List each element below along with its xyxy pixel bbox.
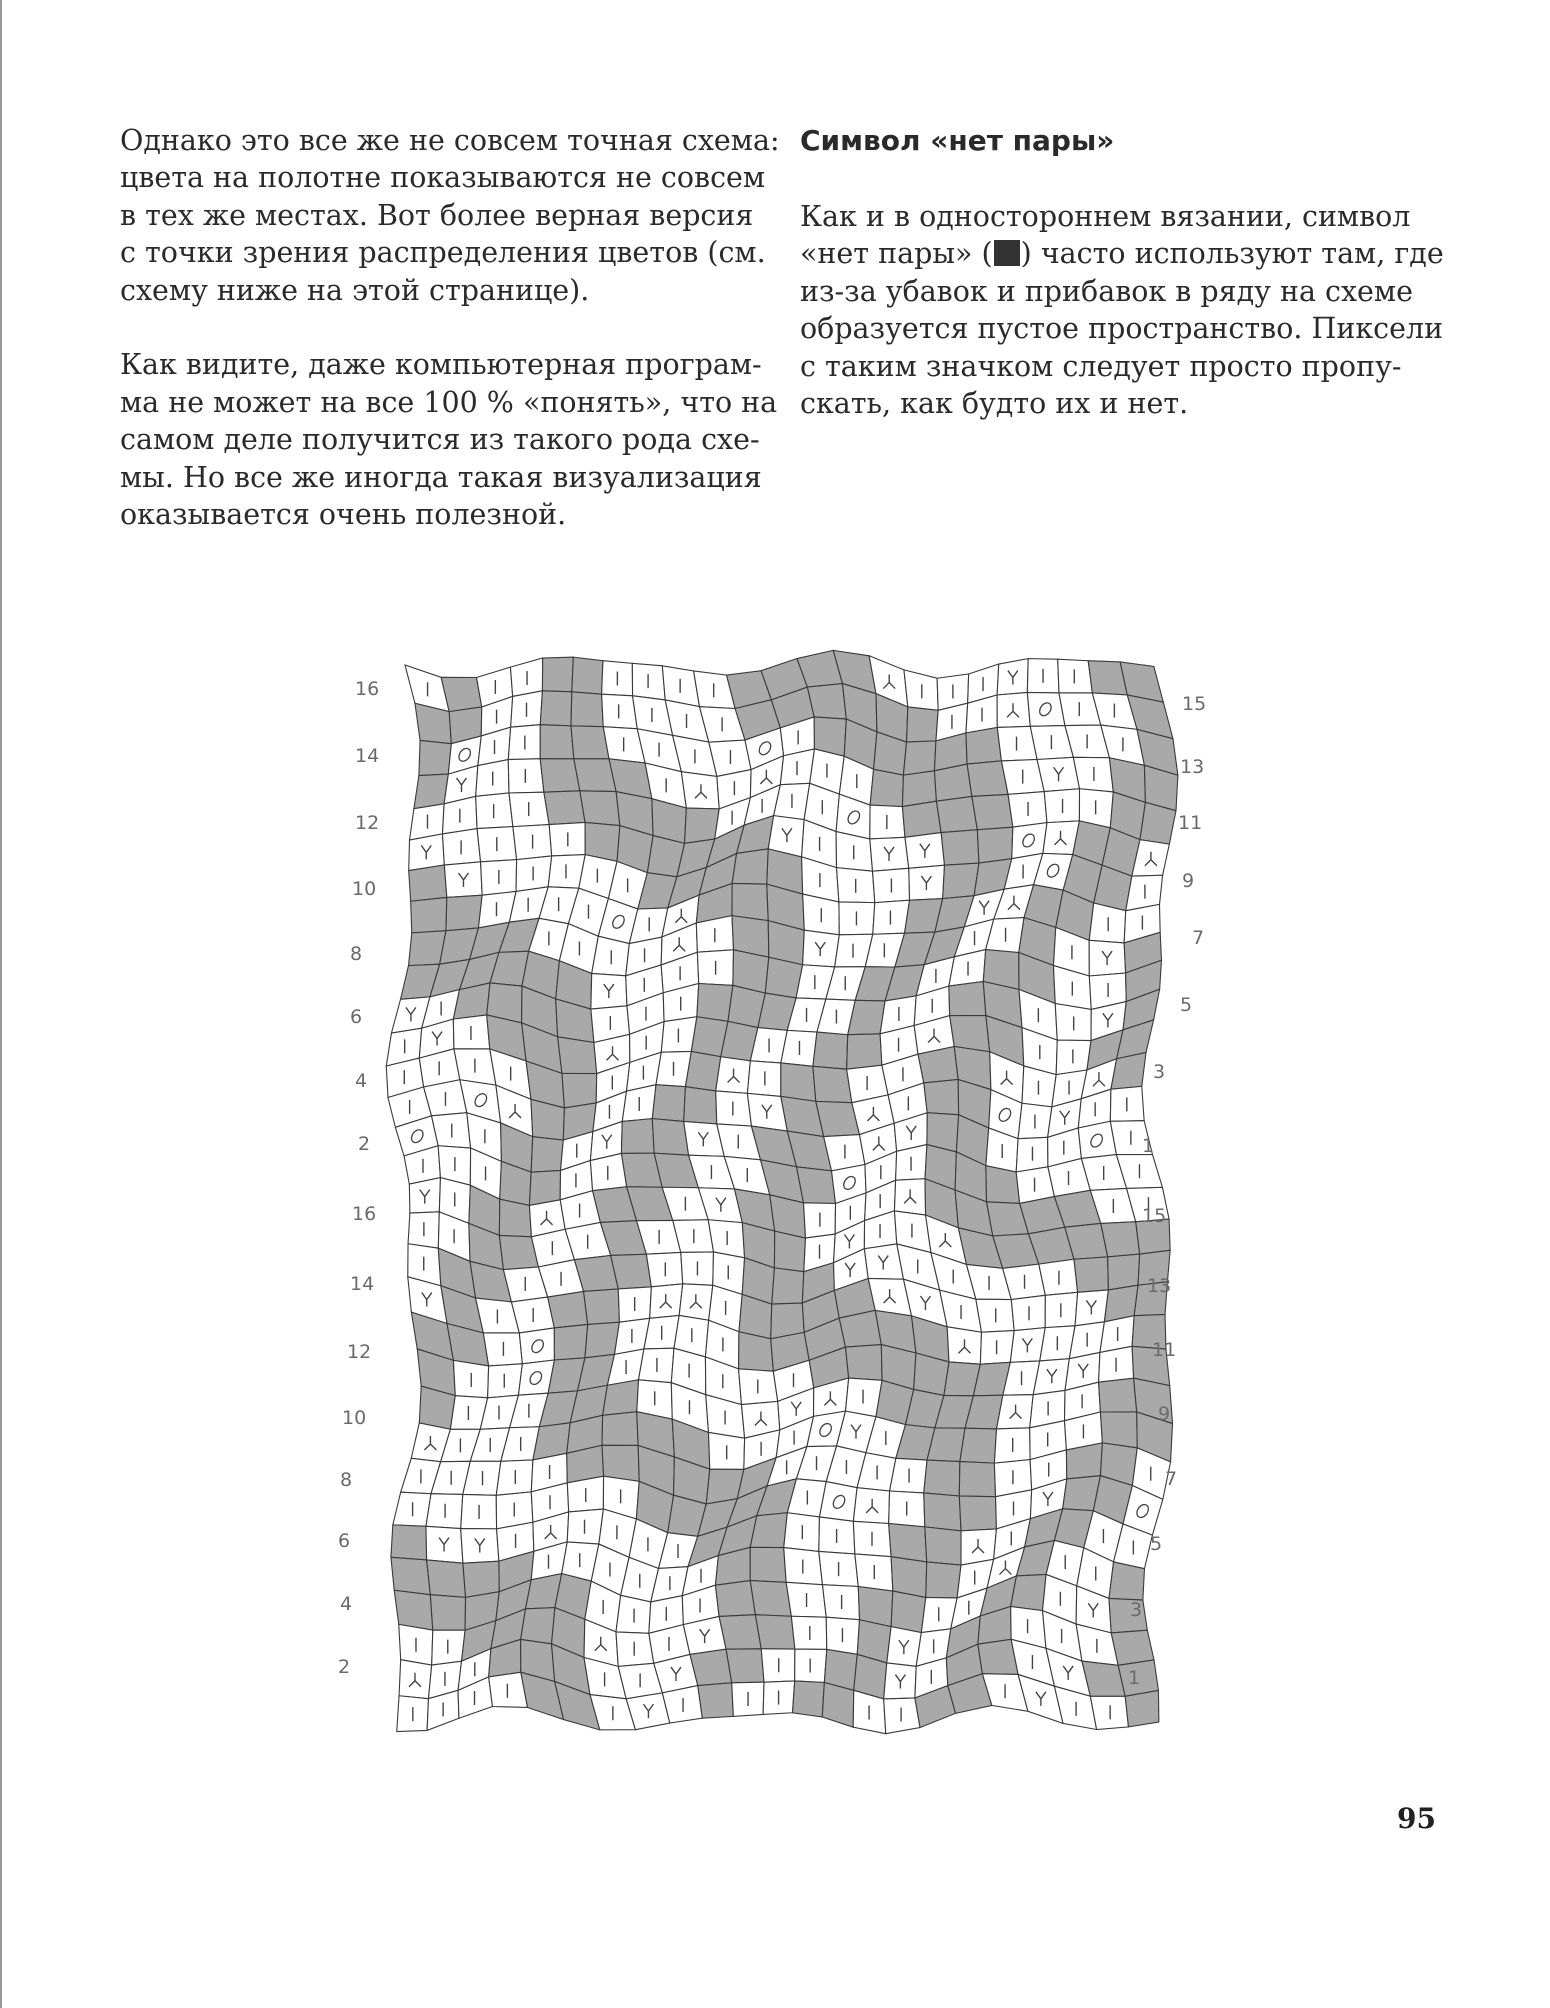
chart-cell xyxy=(698,1683,734,1718)
chart-cell xyxy=(496,1460,533,1495)
chart-cell xyxy=(726,1649,764,1683)
chart-cell xyxy=(902,801,941,837)
chart-cell xyxy=(792,1681,824,1717)
chart-cell xyxy=(891,1591,926,1633)
right-row-number: 13 xyxy=(1180,756,1205,778)
left-row-number: 4 xyxy=(355,1070,368,1092)
chart-cell xyxy=(750,1513,787,1548)
chart-cell xyxy=(750,1547,786,1582)
chart-cell xyxy=(903,741,936,775)
right-row-number: 5 xyxy=(1180,994,1193,1016)
chart-cell xyxy=(562,1073,597,1108)
chart-cell xyxy=(902,771,936,807)
chart-cell xyxy=(813,1032,848,1069)
right-row-number: 11 xyxy=(1178,812,1203,834)
chart-cell xyxy=(602,1412,638,1446)
chart-cell xyxy=(690,1649,732,1685)
chart-cell xyxy=(1140,802,1176,844)
left-row-number: 2 xyxy=(338,1656,351,1678)
chart-cell xyxy=(890,1458,927,1493)
chart-cell xyxy=(446,895,482,930)
chart-cell xyxy=(870,769,903,806)
left-row-number: 10 xyxy=(352,878,377,900)
right-row-number: 3 xyxy=(1153,1061,1166,1083)
chart-cell xyxy=(934,764,971,801)
chart-cell xyxy=(1056,1040,1091,1075)
right-row-number: 7 xyxy=(1192,927,1205,949)
chart-cell xyxy=(540,691,572,726)
chart-cell xyxy=(611,1254,652,1289)
chart-cell xyxy=(986,1166,1020,1204)
left-row-number: 12 xyxy=(347,1341,372,1363)
text-fragment: ) часто используют там, где xyxy=(1020,237,1444,271)
chart-cell xyxy=(602,1445,639,1481)
chart-cell xyxy=(499,1199,531,1237)
chart-cell xyxy=(755,1615,795,1649)
chart-cell xyxy=(960,1428,997,1463)
chart-cell xyxy=(521,1608,555,1644)
chart-cell xyxy=(685,1051,720,1090)
chart-cell xyxy=(1090,1696,1128,1729)
chart-cell xyxy=(774,1231,805,1272)
chart-cell xyxy=(1074,1257,1108,1292)
chart-cell xyxy=(845,1345,882,1381)
left-row-number: 14 xyxy=(355,745,380,767)
chart-cell xyxy=(873,900,910,934)
chart-cell xyxy=(1011,1574,1046,1610)
chart-cell xyxy=(904,670,938,710)
chart-cell xyxy=(959,1496,996,1531)
chart-cell xyxy=(747,1061,780,1097)
chart-cell xyxy=(621,1119,654,1154)
text-line: из-за убавок и прибавок в ряду на схеме xyxy=(800,274,1413,308)
chart-cell xyxy=(572,657,603,694)
chart-cell xyxy=(540,759,580,792)
chart-cell xyxy=(813,1066,852,1102)
chart-cell xyxy=(807,684,846,719)
chart-cell xyxy=(571,726,609,759)
chart-cell xyxy=(652,1119,688,1156)
left-row-number: 16 xyxy=(352,1203,377,1225)
right-row-number: 1 xyxy=(1142,1135,1155,1157)
right-row-number: 7 xyxy=(1165,1468,1178,1490)
chart-cell xyxy=(685,808,720,843)
chart-cell xyxy=(592,936,630,976)
chart-cell xyxy=(1039,1259,1078,1295)
chart-cell xyxy=(853,1488,889,1524)
chart-cell xyxy=(554,1324,587,1360)
chart-cell xyxy=(949,982,986,1016)
chart-cell xyxy=(797,1167,836,1204)
chart-cell xyxy=(791,1616,826,1649)
chart-cell xyxy=(1109,1562,1145,1600)
chart-cell xyxy=(603,1380,639,1415)
chart-cell xyxy=(750,1581,791,1617)
chart-cell xyxy=(652,1085,685,1122)
chart-cell xyxy=(889,1524,927,1562)
left-row-number: 16 xyxy=(355,678,380,700)
text-line: мы. Но все же иногда такая визуализация xyxy=(120,460,762,494)
chart-cell xyxy=(430,1595,465,1631)
text-line: самом деле получится из такого рода схе- xyxy=(120,423,760,457)
text-line: с таким значком следует просто пропу- xyxy=(800,349,1402,383)
chart-cell xyxy=(1099,1378,1137,1412)
chart-cell xyxy=(391,1525,427,1560)
chart-cell xyxy=(684,1087,717,1124)
section-heading: Символ «нет пары» xyxy=(800,124,1115,157)
right-row-number: 15 xyxy=(1182,693,1207,715)
chart-cells xyxy=(386,650,1178,1733)
chart-cell xyxy=(715,1581,755,1617)
chart-cell xyxy=(1089,903,1126,943)
chart-cell xyxy=(924,1079,959,1114)
text-line: цвета на полотне показываются не совсем xyxy=(120,161,766,195)
chart-cell xyxy=(819,1482,857,1522)
right-row-number: 5 xyxy=(1150,1533,1163,1555)
chart-cell xyxy=(732,883,768,920)
chart-cell xyxy=(419,740,451,775)
right-row-number: 1 xyxy=(1128,1667,1141,1689)
chart-cell xyxy=(772,1268,804,1304)
chart-cell xyxy=(542,657,573,692)
left-row-number: 10 xyxy=(342,1407,367,1429)
text-line: Как видите, даже компьютерная програм- xyxy=(120,348,762,382)
chart-cell xyxy=(1125,1690,1159,1726)
text-line: оказывается очень полезной. xyxy=(120,498,567,532)
chart-cell xyxy=(936,796,977,832)
left-row-number: 8 xyxy=(350,943,363,965)
chart-cell xyxy=(924,1460,960,1496)
chart-cell xyxy=(519,1328,554,1364)
right-row-number: 9 xyxy=(1158,1403,1171,1425)
page-number: 95 xyxy=(1397,1802,1436,1835)
chart-cell xyxy=(516,856,552,892)
chart-cell xyxy=(540,725,574,759)
chart-cell xyxy=(925,1527,961,1565)
chart-cell xyxy=(739,1332,774,1371)
chart-cell xyxy=(393,1492,431,1526)
chart-cell xyxy=(590,1153,626,1190)
chart-cell xyxy=(602,694,638,729)
text-line: скать, как будто их и нет. xyxy=(800,387,1189,421)
chart-cell xyxy=(1058,659,1093,693)
chart-cell xyxy=(1108,1254,1140,1290)
chart-cell xyxy=(567,1509,603,1544)
chart-cell xyxy=(488,1364,523,1398)
chart-cell xyxy=(924,1493,961,1531)
chart-cell xyxy=(409,865,447,901)
left-row-number: 14 xyxy=(350,1273,375,1295)
chart-cell xyxy=(784,1513,820,1552)
chart-cell xyxy=(732,849,768,884)
text-line: схему ниже на этой странице). xyxy=(120,273,590,307)
chart-cell xyxy=(781,1063,816,1101)
chart-cell xyxy=(943,863,979,899)
chart-cell xyxy=(847,1034,882,1069)
chart-cell xyxy=(391,1557,430,1594)
chart-cell xyxy=(926,1562,961,1598)
right-row-number: 13 xyxy=(1147,1275,1172,1297)
chart-cell xyxy=(646,1252,682,1286)
text-line: Как и в одностороннем вязании, символ xyxy=(800,200,1411,233)
chart-cell xyxy=(977,827,1013,863)
chart-cell xyxy=(1111,1630,1154,1665)
chart-cell xyxy=(548,1291,588,1327)
chart-cell xyxy=(571,692,603,727)
chart-cell xyxy=(580,791,620,826)
right-row-number: 3 xyxy=(1130,1599,1143,1621)
right-row-number: 15 xyxy=(1142,1205,1167,1227)
chart-cell xyxy=(697,983,733,1021)
chart-cell xyxy=(822,1682,853,1727)
chart-cell xyxy=(1101,1222,1140,1257)
text-line: ма не может на все 100 % «понять», что на xyxy=(120,385,778,419)
chart-cell xyxy=(508,759,544,793)
left-row-number: 4 xyxy=(340,1593,353,1615)
chart-cell xyxy=(966,727,1002,764)
chart-cell xyxy=(716,1091,752,1126)
left-row-number: 6 xyxy=(350,1006,363,1028)
chart-cell xyxy=(463,1561,499,1597)
chart-cell xyxy=(997,1395,1034,1429)
chart-cell xyxy=(1078,1121,1116,1158)
chart-cell xyxy=(558,1037,597,1074)
left-row-number: 6 xyxy=(338,1530,351,1552)
chart-cell xyxy=(427,1560,466,1597)
chart-cell xyxy=(1100,1412,1137,1448)
text-line: Однако это все же не совсем точная схема: xyxy=(120,124,780,157)
chart-cell xyxy=(884,1698,920,1734)
chart-cell xyxy=(972,794,1013,829)
chart-cell xyxy=(544,791,585,825)
left-row-number: 2 xyxy=(358,1133,371,1155)
chart-cell xyxy=(941,830,979,865)
chart-cell xyxy=(959,1462,995,1497)
chart-cell xyxy=(584,1289,620,1324)
text-fragment: «нет пары» ( xyxy=(800,237,993,271)
left-row-number: 12 xyxy=(355,812,380,834)
chart-cell xyxy=(719,1615,761,1649)
text-line: с точки зрения распределения цветов (см. xyxy=(120,236,766,270)
right-row-number: 9 xyxy=(1182,870,1195,892)
chart-cell xyxy=(907,707,939,742)
right-row-number: 11 xyxy=(1152,1339,1177,1361)
chart-cell xyxy=(531,1137,563,1173)
chart-cell xyxy=(411,897,447,932)
text-line: образуется пустое пространство. Пиксели xyxy=(800,312,1444,346)
text-line: в тех же местах. Вот более верная версия xyxy=(120,198,754,232)
chart-cell xyxy=(426,1494,463,1529)
left-row-number: 8 xyxy=(340,1469,353,1491)
chart-cell xyxy=(432,1113,471,1148)
